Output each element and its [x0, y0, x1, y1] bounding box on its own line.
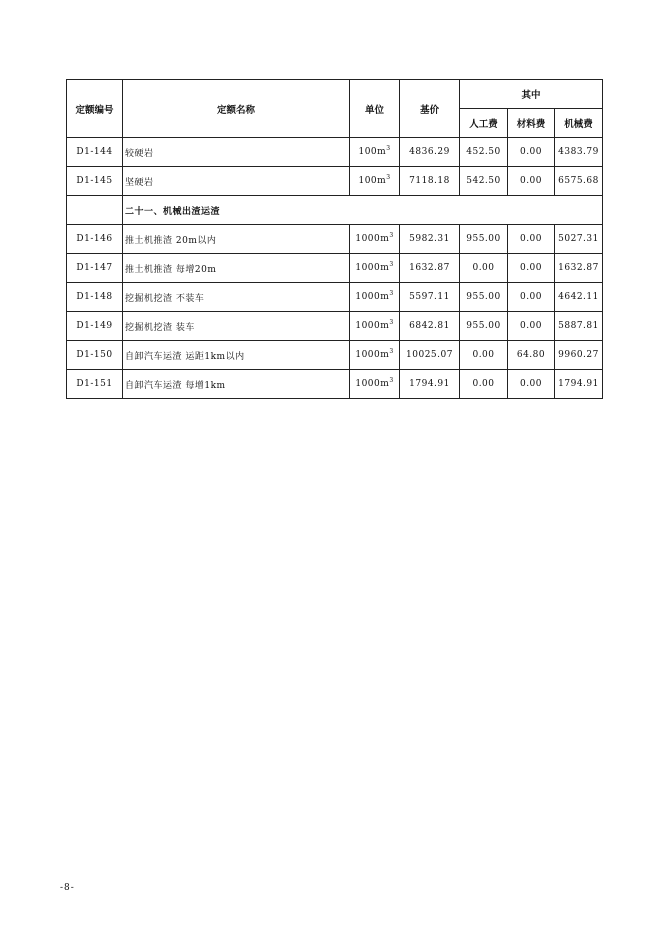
unit-superscript: 3 [389, 290, 394, 297]
header-name: 定额名称 [123, 80, 350, 138]
quota-machinery: 4383.79 [555, 138, 603, 167]
header-machinery: 机械费 [555, 109, 603, 138]
quota-unit [350, 254, 400, 283]
quota-material: 0.00 [508, 225, 555, 254]
quota-code: D1-147 [67, 254, 123, 283]
quota-material: 0.00 [508, 138, 555, 167]
quota-labor: 0.00 [460, 370, 508, 399]
unit-text: 100m [358, 147, 387, 157]
quota-machinery: 5027.31 [555, 225, 603, 254]
quota-table [66, 79, 603, 399]
table-row [67, 167, 603, 196]
table-body-rock [67, 138, 603, 196]
unit-superscript: 3 [389, 319, 394, 326]
quota-base-price: 1794.91 [400, 370, 460, 399]
table-row [67, 138, 603, 167]
quota-unit [350, 370, 400, 399]
quota-material: 0.00 [508, 283, 555, 312]
section-title: 二十一、机械出渣运渣 [123, 196, 603, 225]
quota-labor: 0.00 [460, 254, 508, 283]
quota-labor: 0.00 [460, 341, 508, 370]
quota-code: D1-151 [67, 370, 123, 399]
unit-superscript: 3 [386, 174, 391, 181]
quota-machinery: 9960.27 [555, 341, 603, 370]
quota-code: D1-148 [67, 283, 123, 312]
quota-base-price: 5982.31 [400, 225, 460, 254]
quota-material: 0.00 [508, 370, 555, 399]
quota-base-price: 10025.07 [400, 341, 460, 370]
header-material: 材料费 [508, 109, 555, 138]
quota-name: 挖掘机挖渣 不装车 [123, 283, 350, 312]
quota-code: D1-145 [67, 167, 123, 196]
header-base-price: 基价 [400, 80, 460, 138]
quota-machinery: 1632.87 [555, 254, 603, 283]
unit-text: 1000m [355, 350, 390, 360]
table-row [67, 254, 603, 283]
quota-machinery: 1794.91 [555, 370, 603, 399]
quota-unit [350, 283, 400, 312]
unit-text: 1000m [355, 263, 390, 273]
header-code: 定额编号 [67, 80, 123, 138]
quota-unit [350, 138, 400, 167]
quota-unit [350, 312, 400, 341]
unit-superscript: 3 [389, 377, 394, 384]
quota-unit [350, 167, 400, 196]
unit-text: 1000m [355, 379, 390, 389]
unit-text: 100m [358, 176, 387, 186]
section-row [67, 196, 603, 225]
quota-machinery: 6575.68 [555, 167, 603, 196]
table-row [67, 370, 603, 399]
header-labor: 人工费 [460, 109, 508, 138]
quota-code: D1-150 [67, 341, 123, 370]
quota-base-price: 5597.11 [400, 283, 460, 312]
quota-labor: 955.00 [460, 225, 508, 254]
table-row [67, 283, 603, 312]
quota-base-price: 7118.18 [400, 167, 460, 196]
quota-code: D1-144 [67, 138, 123, 167]
quota-machinery: 4642.11 [555, 283, 603, 312]
unit-text: 1000m [355, 321, 390, 331]
table-row [67, 225, 603, 254]
quota-machinery: 5887.81 [555, 312, 603, 341]
quota-code: D1-146 [67, 225, 123, 254]
quota-name: 自卸汽车运渣 每增1km [123, 370, 350, 399]
quota-labor: 955.00 [460, 312, 508, 341]
section-block [67, 196, 603, 225]
table-row [67, 312, 603, 341]
quota-name: 自卸汽车运渣 运距1km以内 [123, 341, 350, 370]
quota-material: 0.00 [508, 167, 555, 196]
unit-superscript: 3 [386, 145, 391, 152]
quota-code: D1-149 [67, 312, 123, 341]
quota-name: 挖掘机挖渣 装车 [123, 312, 350, 341]
quota-unit [350, 225, 400, 254]
quota-name: 坚硬岩 [123, 167, 350, 196]
quota-labor: 452.50 [460, 138, 508, 167]
quota-name: 较硬岩 [123, 138, 350, 167]
quota-material: 64.80 [508, 341, 555, 370]
quota-base-price: 6842.81 [400, 312, 460, 341]
header-unit: 单位 [350, 80, 400, 138]
unit-superscript: 3 [389, 232, 394, 239]
page-number: -8- [60, 883, 75, 893]
quota-labor: 542.50 [460, 167, 508, 196]
unit-superscript: 3 [389, 261, 394, 268]
quota-material: 0.00 [508, 312, 555, 341]
unit-text: 1000m [355, 234, 390, 244]
quota-base-price: 4836.29 [400, 138, 460, 167]
unit-superscript: 3 [389, 348, 394, 355]
quota-unit [350, 341, 400, 370]
unit-text: 1000m [355, 292, 390, 302]
quota-base-price: 1632.87 [400, 254, 460, 283]
quota-name: 推土机推渣 20m以内 [123, 225, 350, 254]
quota-material: 0.00 [508, 254, 555, 283]
table-body-haul [67, 225, 603, 399]
quota-name: 推土机推渣 每增20m [123, 254, 350, 283]
table-row [67, 341, 603, 370]
quota-labor: 955.00 [460, 283, 508, 312]
header-of-which: 其中 [460, 80, 603, 109]
